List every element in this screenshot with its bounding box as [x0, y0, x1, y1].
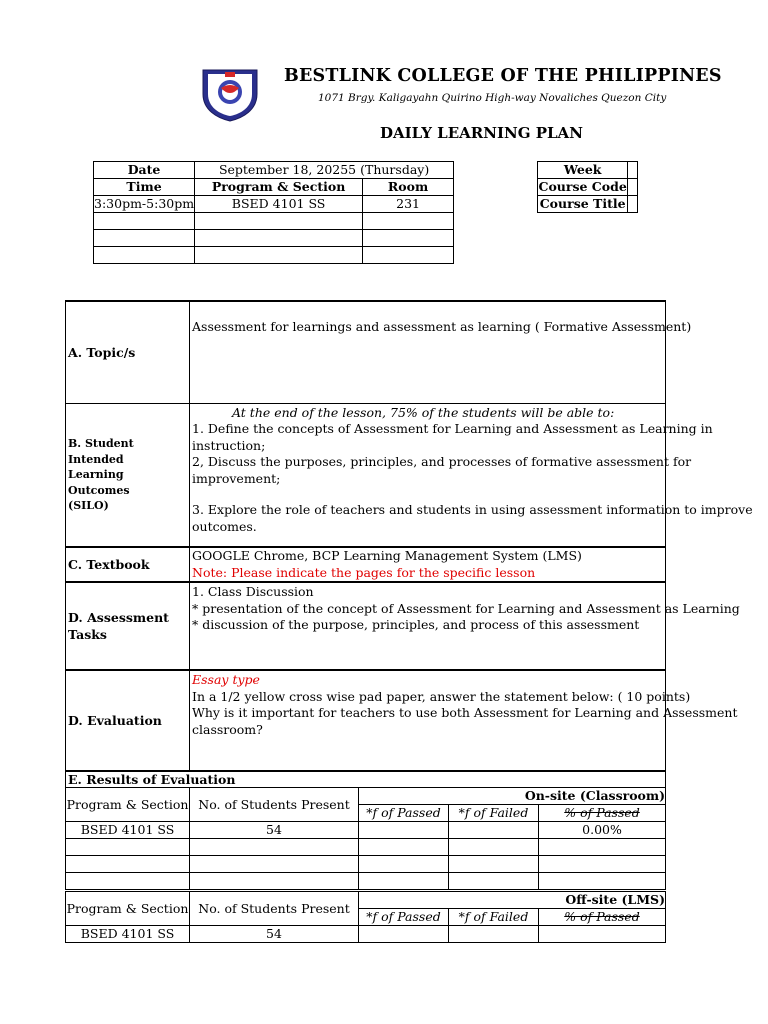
onsite-program: BSED 4101 SS [66, 822, 190, 839]
school-name: BESTLINK COLLEGE OF THE PHILIPPINES [284, 66, 722, 86]
results-onsite-table [65, 787, 666, 890]
empty-cell [94, 230, 195, 247]
program-value: BSED 4101 SS [195, 196, 363, 213]
textbook-cell [190, 547, 666, 582]
tasks-cell [190, 582, 740, 670]
present-header: No. of Students Present [190, 788, 359, 822]
topic-cell [190, 301, 692, 403]
empty-cell [195, 247, 363, 264]
task-item: 1. Class Discussion [192, 584, 314, 599]
course-title-label: Course Title [538, 196, 628, 213]
empty-cell [94, 213, 195, 230]
offsite-present: 54 [190, 926, 359, 943]
task-item: * presentation of the concept of Assessment for Learning and Assessment as Learning [192, 600, 740, 616]
pct-header: % of Passed [539, 909, 666, 926]
plan-title: DAILY LEARNING PLAN [380, 124, 583, 142]
room-value: 231 [363, 196, 454, 213]
empty-cell [363, 213, 454, 230]
silo-label-line: B. Student Intended [68, 437, 134, 466]
program-header: Program & Section [66, 892, 190, 926]
empty-cell [363, 247, 454, 264]
empty-cell [539, 856, 666, 873]
course-table [537, 161, 638, 213]
evaluation-cell [190, 670, 738, 771]
evaluation-label: D. Evaluation [66, 670, 190, 771]
time-label: Time [94, 179, 195, 196]
pct-header: % of Passed [539, 805, 666, 822]
empty-cell [190, 873, 359, 890]
tasks-label-line: Tasks [68, 627, 107, 642]
empty-cell [66, 856, 190, 873]
empty-cell [359, 856, 449, 873]
onsite-mode-label: On-site (Classroom) [359, 788, 666, 805]
silo-item: 3. Explore the role of teachers and students in using assessment information to improve [192, 502, 753, 517]
empty-cell [449, 873, 539, 890]
week-value [628, 162, 638, 179]
empty-cell [94, 247, 195, 264]
course-code-label: Course Code [538, 179, 627, 194]
course-code-value [628, 179, 638, 196]
silo-intro: At the end of the lesson, 75% of the students will be able to: [232, 404, 615, 420]
empty-cell [363, 230, 454, 247]
offsite-program: BSED 4101 SS [66, 926, 190, 943]
empty-cell [195, 230, 363, 247]
silo-item: instruction; [192, 437, 266, 453]
silo-item: improvement; [192, 470, 281, 486]
passed-header: *f of Passed [359, 909, 449, 926]
empty-cell [539, 839, 666, 856]
empty-cell [539, 873, 666, 890]
date-label: Date [94, 162, 195, 179]
evaluation-line: In a 1/2 yellow cross wise pad paper, answer the statement below: ( 10 points) [192, 688, 691, 704]
program-label: Program & Section [195, 179, 363, 196]
silo-label-line: Learning Outcomes [68, 468, 130, 497]
school-address: 1071 Brgy. Kaligayahn Quirino High-way Novaliches Quezon City [318, 92, 667, 104]
textbook-note: Note: Please indicate the pages for the specific lesson [192, 564, 536, 580]
school-logo [199, 68, 261, 122]
failed-header: *f of Failed [449, 909, 539, 926]
empty-cell [359, 873, 449, 890]
offsite-mode-label: Off-site (LMS) [359, 892, 666, 909]
onsite-present: 54 [190, 822, 359, 839]
tasks-label [66, 582, 190, 670]
room-label: Room [363, 179, 454, 196]
offsite-pct [539, 926, 666, 943]
onsite-passed [359, 822, 449, 839]
offsite-failed [449, 926, 539, 943]
plan-table [65, 300, 753, 788]
present-header: No. of Students Present [190, 892, 359, 926]
week-label: Week [538, 162, 628, 179]
program-header: Program & Section [66, 788, 190, 822]
empty-cell [449, 839, 539, 856]
empty-cell [195, 213, 363, 230]
silo-label [66, 403, 190, 547]
empty-cell [66, 839, 190, 856]
textbook-text: GOOGLE Chrome, BCP Learning Management System (LMS) [192, 548, 582, 563]
task-item: * discussion of the purpose, principles, and process of this assessment [192, 617, 640, 632]
onsite-pct: 0.00% [539, 822, 666, 839]
tasks-label-line: D. Assessment [68, 610, 169, 625]
date-value: September 18, 20255 (Thursday) [195, 162, 454, 179]
silo-label-line: (SILO) [68, 499, 109, 512]
empty-cell [66, 873, 190, 890]
course-title-value [628, 196, 638, 213]
silo-item: 2, Discuss the purposes, principles, and processes of formative assessment for [192, 454, 692, 469]
silo-cell [190, 403, 753, 547]
evaluation-type: Essay type [192, 672, 260, 687]
evaluation-line: classroom? [192, 721, 263, 737]
silo-item: 1. Define the concepts of Assessment for Learning and Assessment as Learning in [192, 421, 713, 436]
empty-cell [449, 856, 539, 873]
topic-text: Assessment for learnings and assessment as learning ( Formative Assessment) [192, 319, 692, 334]
results-offsite-table [65, 891, 666, 943]
passed-header: *f of Passed [359, 805, 449, 822]
onsite-failed [449, 822, 539, 839]
topic-label: A. Topic/s [66, 301, 190, 403]
time-value: 3:30pm-5:30pm [94, 196, 195, 211]
empty-cell [190, 839, 359, 856]
schedule-table [93, 161, 454, 264]
empty-cell [190, 856, 359, 873]
offsite-passed [359, 926, 449, 943]
silo-item: outcomes. [192, 518, 257, 534]
empty-cell [359, 839, 449, 856]
failed-header: *f of Failed [449, 805, 539, 822]
results-label: E. Results of Evaluation [66, 771, 666, 788]
evaluation-line: Why is it important for teachers to use both Assessment for Learning and Assessment [192, 705, 738, 720]
textbook-label: C. Textbook [66, 547, 190, 582]
